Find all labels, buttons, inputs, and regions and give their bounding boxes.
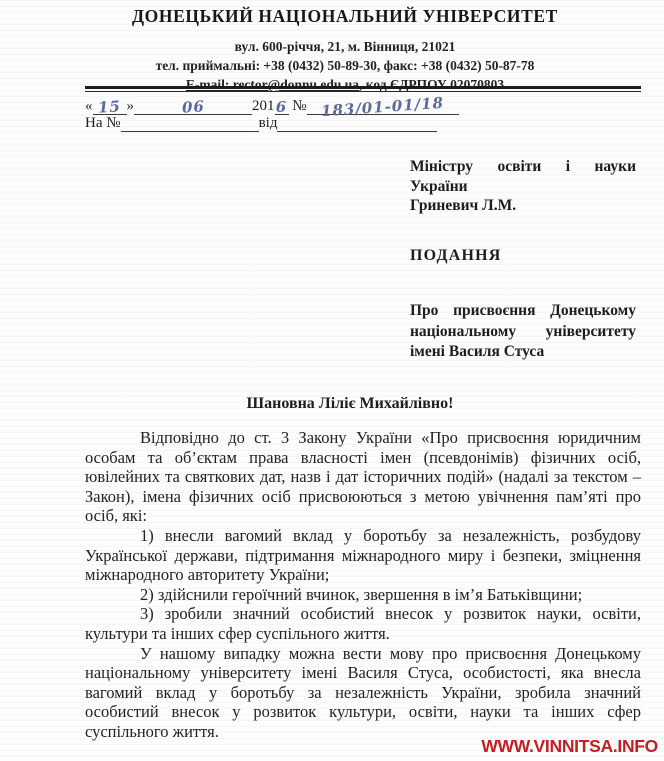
handwritten-day: 15	[93, 99, 127, 115]
number-sign: №	[292, 98, 307, 114]
document-type-title: ПОДАННЯ	[410, 247, 502, 264]
university-email: E-mail: rector@donnu.edu.ua	[185, 77, 360, 92]
letterhead-divider-rule	[85, 86, 641, 92]
handwritten-month: 06	[134, 99, 252, 115]
incoming-date-blank	[277, 116, 437, 132]
handwritten-doc-number: 183/01-01/18	[307, 99, 459, 115]
subject-line: національному університету	[410, 322, 636, 340]
close-quote: »	[126, 98, 134, 114]
site-watermark: WWW.VINNITSA.INFO	[481, 736, 658, 756]
addressee-line: України	[410, 177, 468, 195]
university-phone-fax: тел. приймальні: +38 (0432) 50-89-30, факс: +38 (0432) 50-87-78	[155, 58, 535, 73]
handwritten-year-digit: 6	[275, 98, 288, 116]
body-paragraph: У нашому випадку можна вести мову про присвоєння Донецькому національному університету імені Василя Стуса, особистості, яка внесла вагомий вклад у боротьбу за незалежність України, зробила значний особистий внесок у розвиток культури, освіти, науки та інших сфер суспільного життя.	[85, 643, 641, 741]
body-paragraph: 3) зробили значний особистий внесок у розвиток науки, освіти, культури та інших сфер суспільного життя.	[85, 604, 641, 643]
incoming-reference-row	[85, 115, 555, 132]
open-quote: «	[85, 98, 93, 114]
body-paragraph: 2) здійснили героїчний вчинок, звершення в ім’я Батьківщини;	[140, 584, 583, 604]
letterhead	[50, 6, 640, 93]
addressee-line: Гриневич Л.М.	[410, 197, 517, 214]
reference-block	[85, 93, 555, 132]
year-printed: 201	[252, 98, 275, 114]
university-address: вул. 600-річчя, 21, м. Вінниця, 21021	[234, 39, 456, 54]
university-edrpou-code: , код ЄДРПОУ 02070803	[359, 77, 505, 92]
addressee-line: Міністру освіти і науки	[410, 158, 636, 175]
letter-body	[85, 428, 641, 742]
subject-line: Про присвоєння Донецькому	[410, 302, 636, 319]
body-paragraph: Відповідно до ст. 3 Закону України «Про присвоєння юридичним особам та об’єктам права власності імен (псевдонімів) фізичних осіб, ювілейних та святкових дат, назв і дат історичних подій» (надалі за текстом – Закон), імена фізичних осіб присвоюються з метою увічнення пам’яті про осіб, які:	[85, 428, 641, 526]
subject-block	[410, 301, 636, 363]
university-name: ДОНЕЦЬКИЙ НАЦІОНАЛЬНИЙ УНІВЕРСИТЕТ	[132, 6, 558, 26]
vid-label: від	[258, 115, 278, 131]
incoming-number-blank	[121, 116, 259, 132]
salutation: Шановна Ліліє Михайлівно!	[246, 395, 454, 412]
date-number-row	[85, 93, 555, 121]
addressee-block	[410, 157, 636, 216]
body-paragraph: 1) внесли вагомий вклад у боротьбу за незалежність, розбудову Української держави, підтримання міжнародного миру і безпеки, зміцнення міжнародного авторитету України;	[85, 525, 641, 585]
subject-line: імені Василя Стуса	[410, 343, 545, 360]
na-number-label: На №	[85, 115, 121, 131]
